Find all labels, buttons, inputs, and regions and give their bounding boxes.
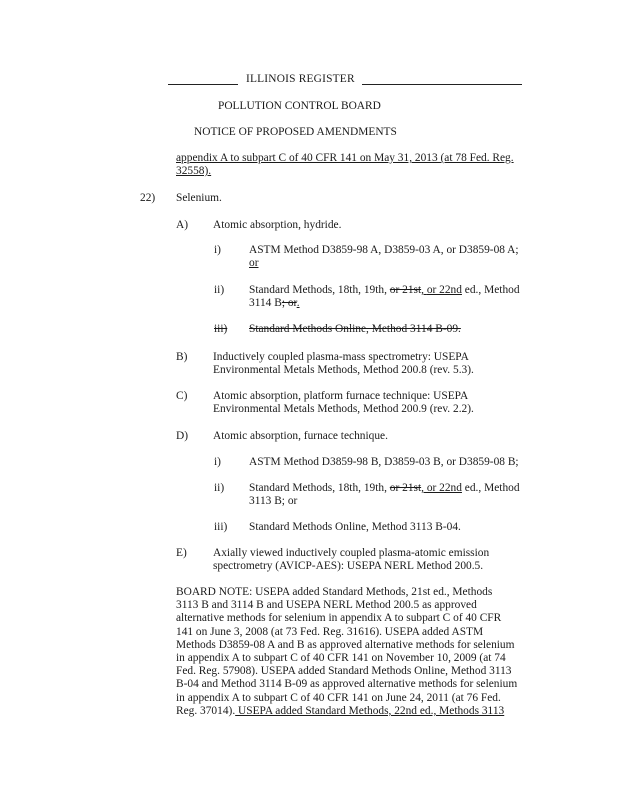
intro-line-2: 32558).: [176, 165, 212, 177]
d-ii-text-2: ed., Method: [461, 482, 520, 494]
subitem-e-line-1: Axially viewed inductively coupled plasma-atomic emission: [213, 547, 490, 559]
item-22-number: 22): [140, 192, 156, 204]
board-note-line: B-04 and Method 3114 B-09 as approved alternative methods for selenium: [176, 678, 518, 691]
subitem-e-line-2: spectrometry (AVICP-AES): USEPA NERL Method 200.5.: [213, 560, 484, 572]
board-note-line: BOARD NOTE: USEPA added Standard Methods, 21st ed., Methods: [176, 586, 493, 598]
board-note-last-plain: Reg. 37014).: [176, 704, 236, 717]
a-ii-method: 3114 B: [249, 297, 282, 309]
subitem-b-line-1: Inductively coupled plasma-mass spectrometry: USEPA: [213, 351, 469, 363]
board-note-line: 3113 B and 3114 B and USEPA NERL Method 200.5 as approved: [176, 599, 477, 612]
d-ii-added-22nd: , or 22nd: [421, 482, 462, 494]
board-note: [176, 586, 517, 718]
board-note-line: 141 on June 3, 2008 (at 73 Fed. Reg. 31616). USEPA added ASTM: [176, 625, 484, 638]
board-title: POLLUTION CONTROL BOARD: [218, 100, 381, 112]
subitem-a-i-number: i): [214, 244, 221, 256]
subitem-a-ii-line-1: [249, 284, 520, 297]
register-title: ILLINOIS REGISTER: [246, 73, 355, 85]
subitem-a-ii-line-2: [249, 297, 300, 310]
notice-title: NOTICE OF PROPOSED AMENDMENTS: [194, 126, 397, 138]
subitem-a-i-line-2: or: [249, 257, 259, 269]
a-ii-added-period: .: [296, 297, 300, 309]
board-note-line-last: [176, 705, 517, 718]
subitem-a-iii-text: Standard Methods Online, Method 3114 B-09.: [249, 323, 461, 335]
subitem-d-iii-text: Standard Methods Online, Method 3113 B-04.: [249, 521, 461, 533]
subitem-a-iii-number: iii): [214, 323, 228, 335]
subitem-a-i-line-1: ASTM Method D3859-98 A, D3859-03 A, or D3859-08 A;: [249, 244, 519, 256]
board-note-line: Methods D3859-08 A and B as approved alternative methods for selenium: [176, 638, 515, 651]
subitem-e-letter: E): [176, 547, 187, 559]
subitem-d-ii-line-2: 3113 B; or: [249, 495, 298, 507]
subitem-d-ii-line-1: [249, 482, 520, 495]
subitem-d-i-text: ASTM Method D3859-98 B, D3859-03 B, or D3859-08 B;: [249, 456, 519, 468]
subitem-d-letter: D): [176, 430, 189, 442]
subitem-d-iii-number: iii): [214, 521, 228, 533]
a-ii-text-1: Standard Methods, 18th, 19th,: [249, 284, 390, 296]
board-note-line: in appendix A to subpart C of 40 CFR 141 on November 10, 2009 (at 74: [176, 652, 506, 665]
subitem-a-label: Atomic absorption, hydride.: [213, 219, 342, 231]
a-ii-added-comma: ,: [421, 284, 427, 296]
subitem-d-i-number: i): [214, 456, 221, 468]
subitem-a-ii-number: ii): [214, 284, 225, 296]
subitem-d-ii-number: ii): [214, 482, 225, 494]
a-ii-struck-or: ; or: [281, 297, 297, 309]
intro-line-1: appendix A to subpart C of 40 CFR 141 on May 31, 2013 (at 78 Fed. Reg.: [176, 152, 514, 164]
item-22-label: Selenium.: [176, 192, 222, 204]
board-note-line: alternative methods for selenium in appendix A to subpart C of 40 CFR: [176, 612, 502, 625]
header-rule-right: [362, 84, 522, 85]
subitem-c-line-2: Environmental Metals Methods, Method 200.9 (rev. 2.2).: [213, 403, 474, 415]
d-ii-text-1: Standard Methods, 18th, 19th,: [249, 482, 390, 494]
subitem-c-line-1: Atomic absorption, platform furnace technique: USEPA: [213, 390, 469, 402]
board-note-line: Fed. Reg. 57908). USEPA added Standard Methods Online, Method 3113: [176, 665, 512, 678]
subitem-c-letter: C): [176, 390, 188, 402]
a-ii-text-2: ed., Method: [461, 284, 520, 296]
subitem-a-letter: A): [176, 219, 189, 231]
subitem-b-line-2: Environmental Metals Methods, Method 200.8 (rev. 5.3).: [213, 364, 474, 376]
a-ii-struck-21st: or 21st: [389, 284, 422, 296]
board-note-line: in appendix A to subpart C of 40 CFR 141 on June 24, 2011 (at 76 Fed.: [176, 691, 501, 704]
header-rule-left: [168, 84, 238, 85]
subitem-b-letter: B): [176, 351, 188, 363]
a-ii-added-22nd: or 22nd: [426, 284, 462, 296]
subitem-d-label: Atomic absorption, furnace technique.: [213, 430, 388, 442]
board-note-last-added: USEPA added Standard Methods, 22nd ed., Methods 3113: [235, 704, 505, 717]
d-ii-struck-21st: or 21st: [389, 482, 422, 494]
